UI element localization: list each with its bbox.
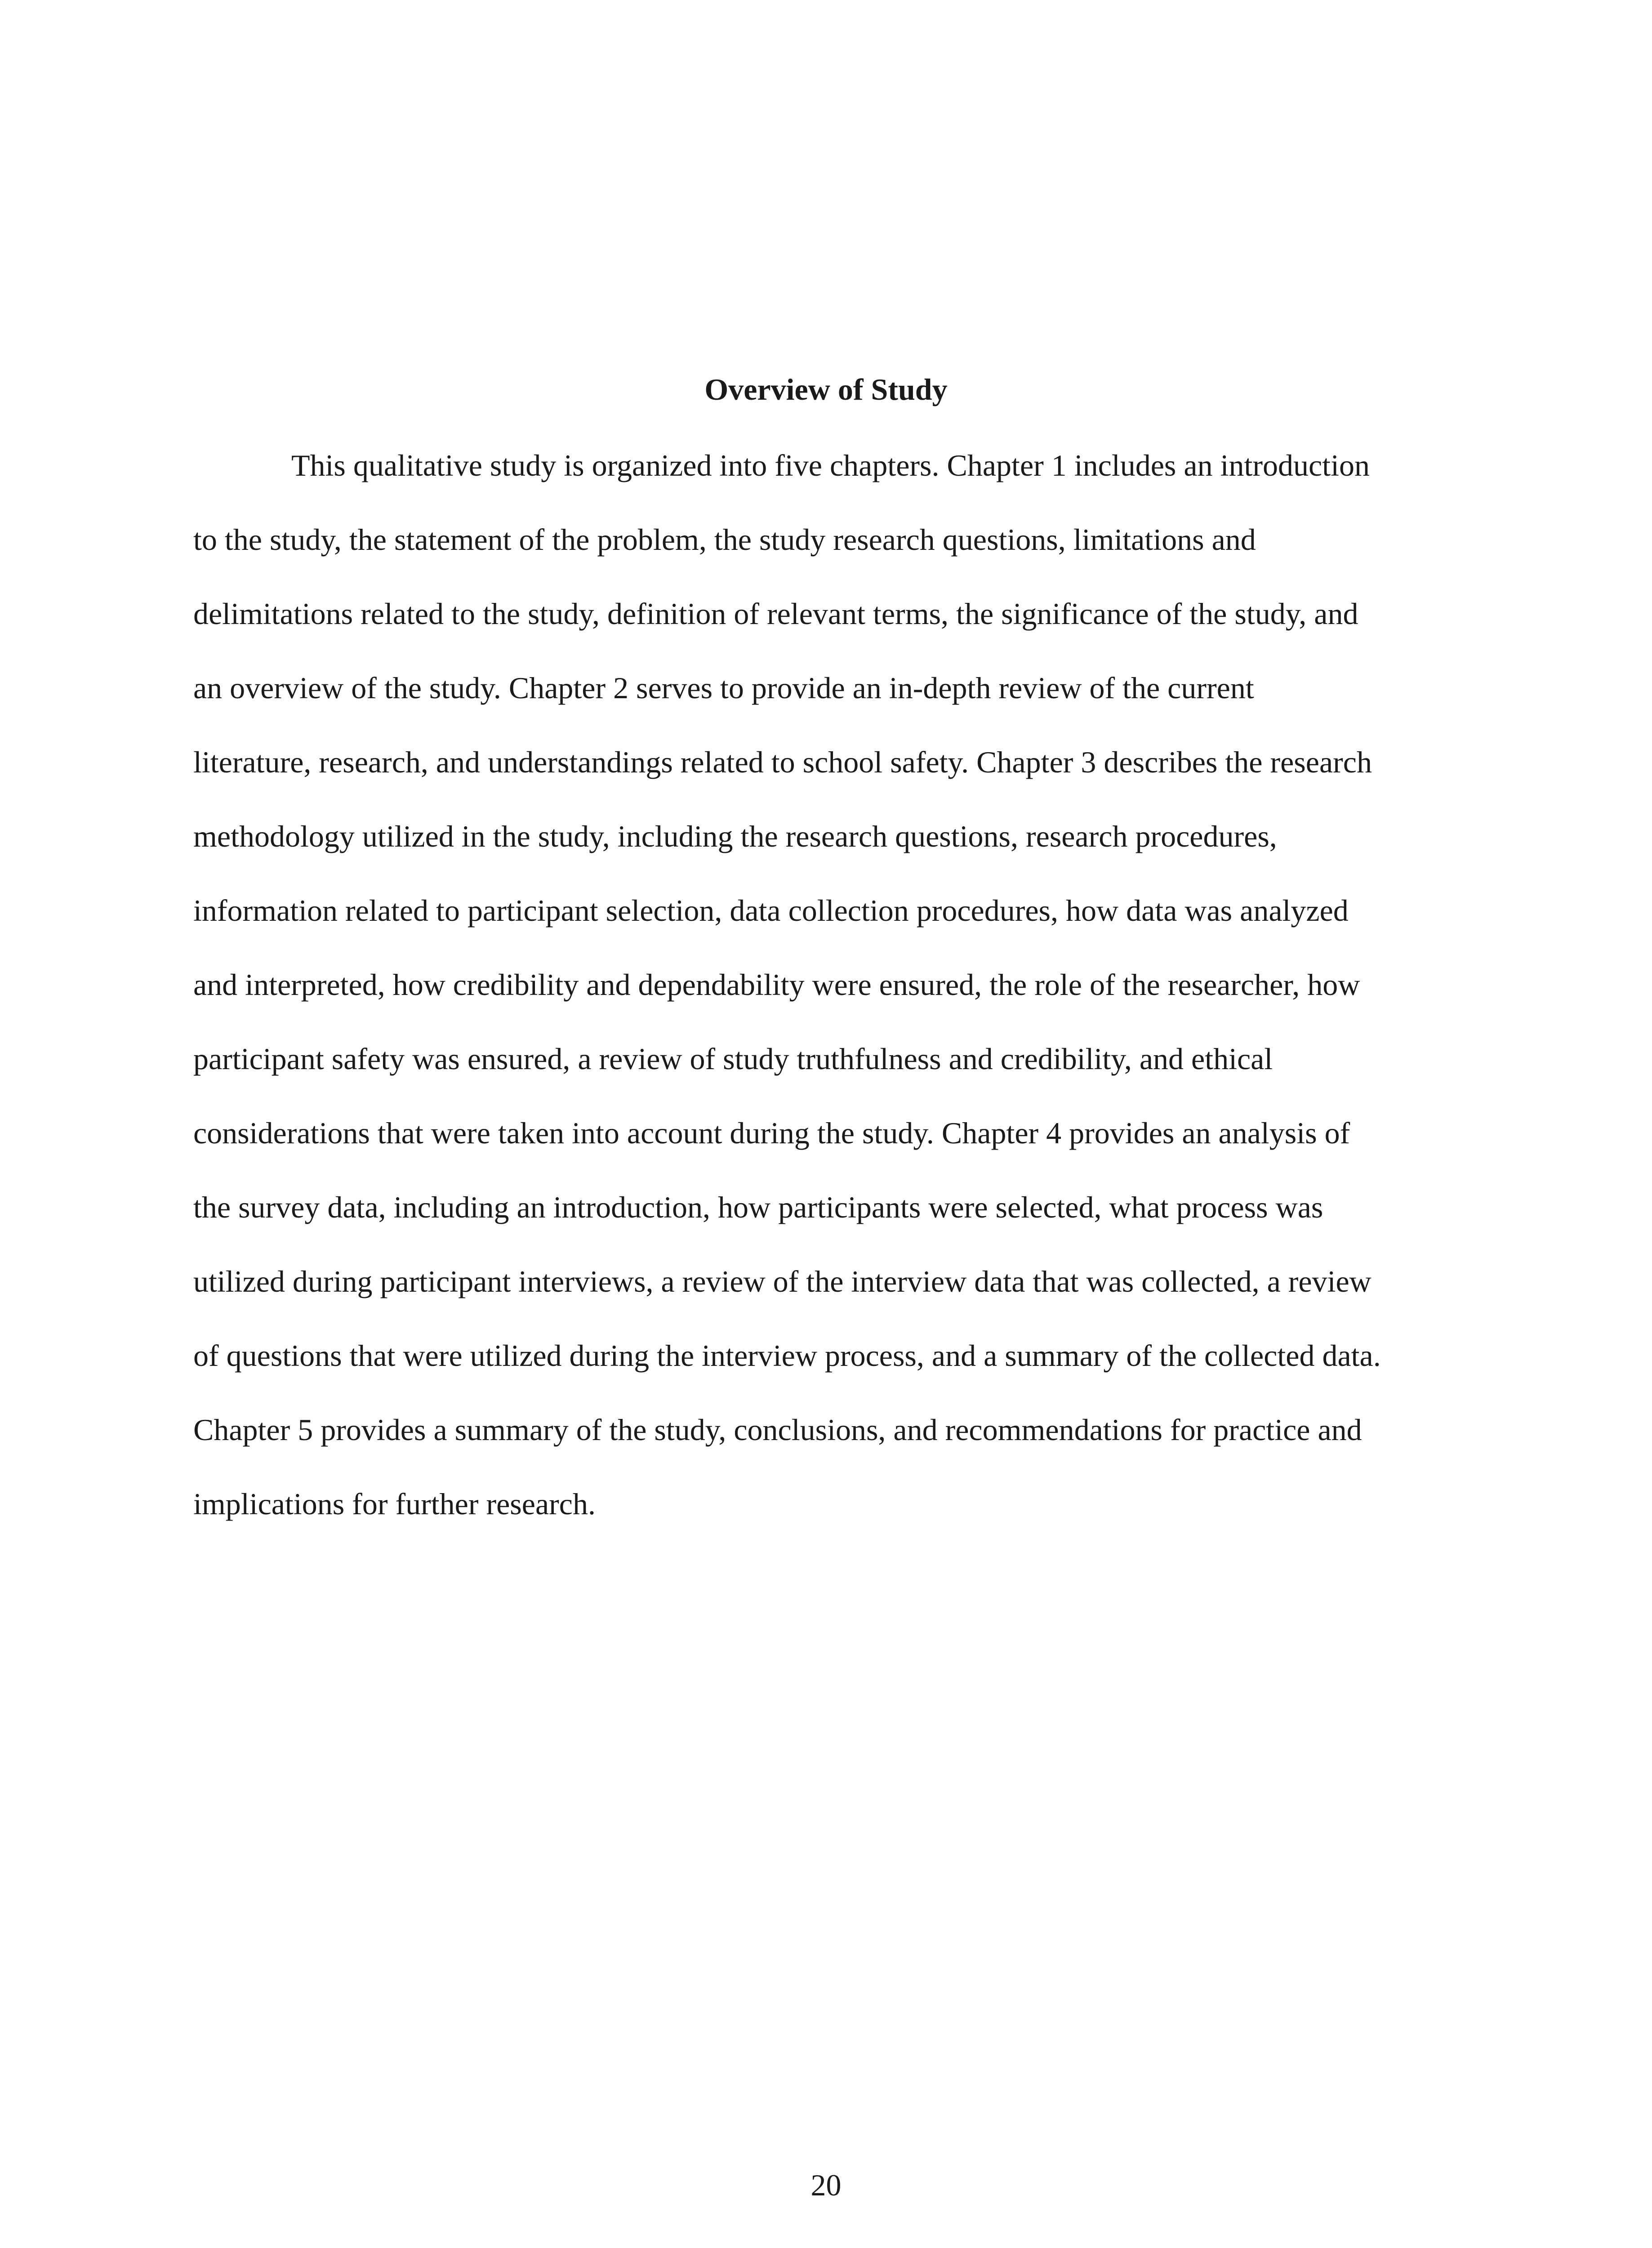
- paragraph-line: utilized during participant interviews, a review of the interview data that was collected, a review: [193, 1264, 1371, 1298]
- paragraph-line: literature, research, and understandings related to school safety. Chapter 3 describes the research: [193, 745, 1372, 779]
- body-paragraph: [193, 441, 1497, 1553]
- paragraph-line: of questions that were utilized during the interview process, and a summary of the collected data.: [193, 1338, 1381, 1373]
- paragraph-line: participant safety was ensured, a review of study truthfulness and credibility, and ethical: [193, 1042, 1273, 1076]
- paragraph-line: to the study, the statement of the problem, the study research questions, limitations and: [193, 522, 1256, 557]
- paragraph-line: Chapter 5 provides a summary of the study, conclusions, and recommendations for practice and: [193, 1413, 1362, 1447]
- paragraph-line: and interpreted, how credibility and dependability were ensured, the role of the researcher, how: [193, 968, 1360, 1002]
- page-number: 20: [810, 2168, 842, 2202]
- paragraph-line: implications for further research.: [193, 1487, 596, 1521]
- paragraph-line: an overview of the study. Chapter 2 serves to provide an in-depth review of the current: [193, 671, 1254, 705]
- paragraph-line: methodology utilized in the study, including the research questions, research procedures,: [193, 819, 1277, 853]
- section-heading: Overview of Study: [704, 372, 948, 406]
- paragraph-line: This qualitative study is organized into five chapters. Chapter 1 includes an introduction: [291, 448, 1370, 482]
- paragraph-line: the survey data, including an introduction, how participants were selected, what process was: [193, 1190, 1323, 1224]
- paragraph-line: delimitations related to the study, definition of relevant terms, the significance of the study, and: [193, 597, 1358, 631]
- paragraph-line: information related to participant selection, data collection procedures, how data was analyzed: [193, 893, 1349, 928]
- paragraph-line: considerations that were taken into account during the study. Chapter 4 provides an analysis of: [193, 1116, 1350, 1150]
